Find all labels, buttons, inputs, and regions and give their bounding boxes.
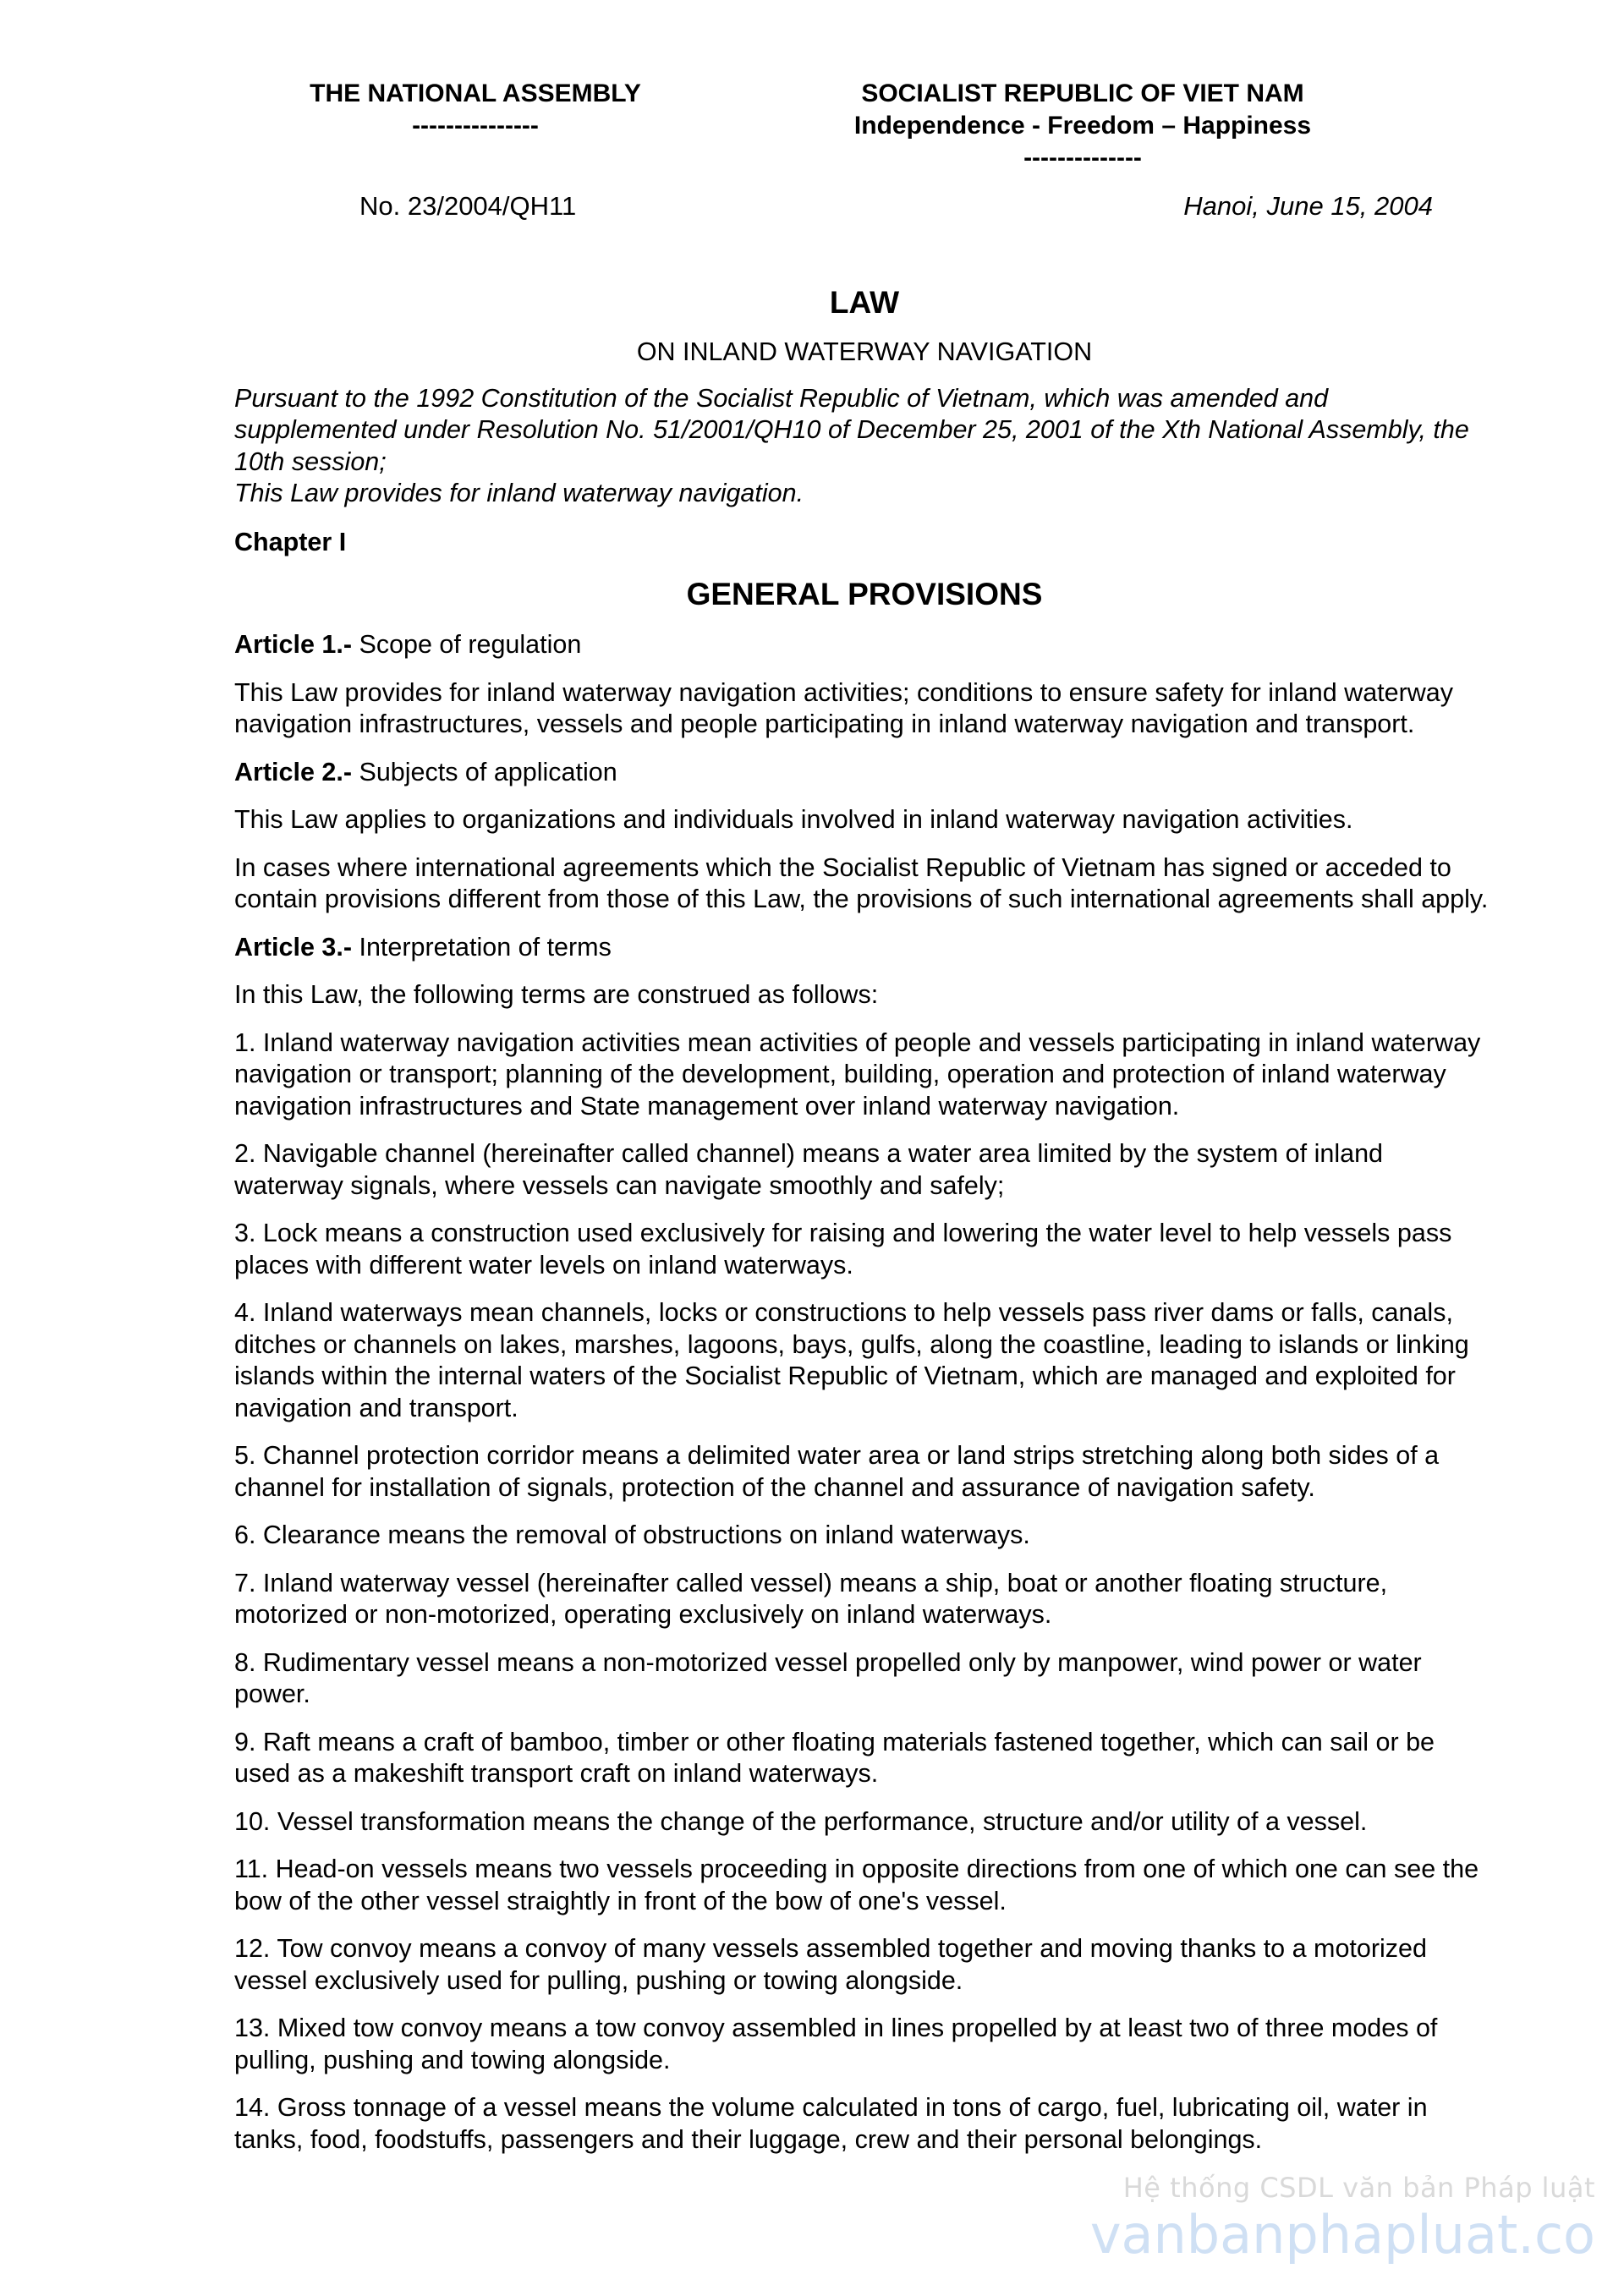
document-number: No. 23/2004/QH11 — [359, 191, 577, 221]
issuer-separator: --------------- — [412, 112, 539, 140]
article-heading — [234, 629, 1495, 661]
term-definition: 14. Gross tonnage of a vessel means the volume calculated in tons of cargo, fuel, lubricating oil, water in tanks, food, foodstuffs, passengers and their luggage, crew and their personal belongings. — [234, 2093, 1428, 2154]
term-definition: 10. Vessel transformation means the change of the performance, structure and/or utility of a vessel. — [234, 1806, 1368, 1836]
article-title: Interpretation of terms — [352, 932, 612, 962]
motto-separator: -------------- — [1023, 144, 1142, 172]
term-definition: 8. Rudimentary vessel means a non-motorized vessel propelled only by manpower, wind power or water power. — [234, 1647, 1422, 1708]
term-definition: 9. Raft means a craft of bamboo, timber or other floating materials fastened together, which can sail or be used as a makeshift transport craft on inland waterways. — [234, 1727, 1435, 1788]
term-definition: 6. Clearance means the removal of obstructions on inland waterways. — [234, 1521, 1030, 1549]
term-definition: 4. Inland waterways mean channels, locks or constructions to help vessels pass river dams or falls, canals, ditches or channels on lakes, marshes, lagoons, bays, gulfs, along the coastline, leading to islands or linking islands within the internal waters of the Socialist Republic of Vietnam, which are managed and exploited for navigation and transport. — [234, 1298, 1469, 1422]
article-paragraph: In this Law, the following terms are construed as follows: — [234, 980, 879, 1009]
term-definition: 2. Navigable channel (hereinafter called channel) means a water area limited by the system of inland waterway signals, where vessels can navigate smoothly and safely; — [234, 1139, 1383, 1200]
law-subtitle: ON INLAND WATERWAY NAVIGATION — [636, 337, 1093, 366]
term-definition: 3. Lock means a construction used exclusively for raising and lowering the water level to help vessels pass places with different water levels on inland waterways. — [234, 1219, 1452, 1280]
article-paragraph: This Law provides for inland waterway navigation activities; conditions to ensure safety for inland waterway navigation infrastructures, vessels and people participating in inland waterway navigation and transport. — [234, 677, 1454, 738]
preamble-line: This Law provides for inland waterway navigation. — [234, 479, 804, 507]
national-title-block — [812, 78, 1353, 174]
article-title: Subjects of application — [352, 757, 617, 786]
term-definition: 11. Head-on vessels means two vessels proceeding in opposite directions from one of which one can see the bow of the other vessel straightly in front of the bow of one's vessel. — [234, 1855, 1479, 1915]
article-title: Scope of regulation — [352, 630, 582, 659]
national-motto: Independence - Freedom – Happiness — [853, 112, 1312, 140]
document-body — [234, 284, 1495, 2172]
watermark-domain: vanbanphapluat.co — [1089, 2204, 1595, 2266]
article-heading — [234, 757, 1495, 789]
term-definition: 7. Inland waterway vessel (hereinafter called vessel) means a ship, boat or another floating structure, motorized or non-motorized, operating exclusively on inland waterways. — [234, 1568, 1388, 1629]
article-label: Article 3.- — [234, 932, 352, 962]
preamble-line: Pursuant to the 1992 Constitution of the Socialist Republic of Vietnam, which was amended and supplemented under Resolution No. 51/2001/QH10 of December 25, 2001 of the Xth National Assembly, the 10th session; — [234, 383, 1469, 476]
site-watermark — [1090, 2172, 1595, 2265]
article-paragraph: In cases where international agreements which the Socialist Republic of Vietnam has signed or acceded to contain provisions different from those of this Law, the provisions of such international agreements shall apply. — [234, 852, 1489, 913]
article-label: Article 2.- — [234, 757, 352, 786]
article-paragraph: This Law applies to organizations and individuals involved in inland waterway navigation activities. — [234, 805, 1353, 834]
article-heading — [234, 932, 1495, 964]
term-definition: 1. Inland waterway navigation activities mean activities of people and vessels participating in inland waterway navigation or transport; planning of the development, building, operation and protection of inland waterway navigation infrastructures and State management over inland waterway navigation. — [234, 1027, 1481, 1121]
article-label: Article 1.- — [234, 630, 352, 659]
law-title: LAW — [829, 285, 900, 320]
preamble — [234, 383, 1495, 510]
chapter-label: Chapter I — [234, 527, 347, 556]
issuer-block — [289, 78, 661, 142]
term-definition: 5. Channel protection corridor means a delimited water area or land strips stretching along both sides of a channel for installation of signals, protection of the channel and assurance of navigation safety. — [234, 1441, 1440, 1502]
issuer-name: THE NATIONAL ASSEMBLY — [310, 79, 641, 107]
chapter-title: GENERAL PROVISIONS — [686, 577, 1043, 611]
document-date: Hanoi, June 15, 2004 — [1183, 191, 1433, 221]
term-definition: 12. Tow convoy means a convoy of many vessels assembled together and moving thanks to a motorized vessel exclusively used for pulling, pushing or towing alongside. — [234, 1934, 1427, 1995]
term-definition: 13. Mixed tow convoy means a tow convoy assembled in lines propelled by at least two of three modes of pulling, pushing and towing alongside. — [234, 2014, 1438, 2074]
watermark-caption: Hệ thống CSDL văn bản Pháp luật — [1122, 2172, 1595, 2204]
country-name: SOCIALIST REPUBLIC OF VIET NAM — [861, 79, 1304, 107]
